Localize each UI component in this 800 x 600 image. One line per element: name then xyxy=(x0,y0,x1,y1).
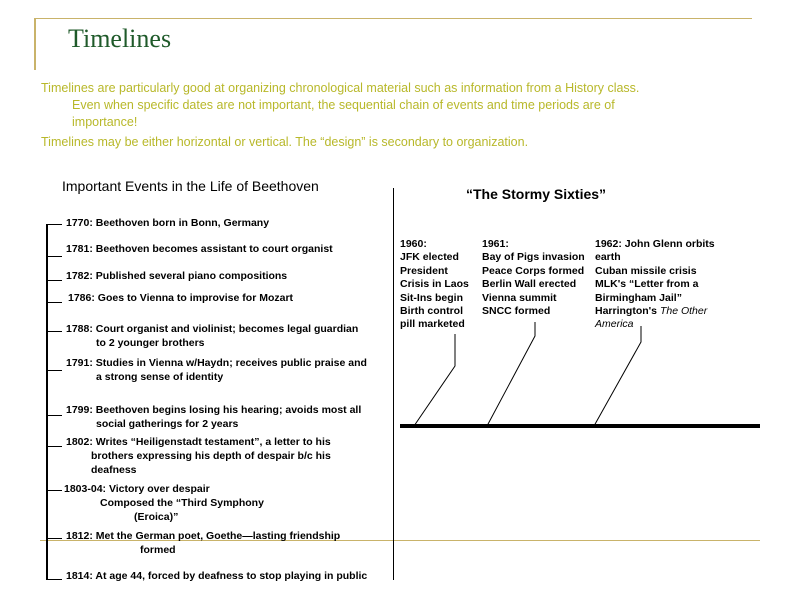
event-1781: 1781: Beethoven becomes assistant to court organist xyxy=(66,243,333,255)
event-1803-04: 1803-04: Victory over despair Composed the “Third Symphony (Eroica)” xyxy=(64,483,264,523)
event-1791: 1791: Studies in Vienna w/Haydn; receives public praise and a strong sense of identity xyxy=(66,357,367,383)
event-1814: 1814: At age 44, forced by deafness to stop playing in public xyxy=(66,570,368,582)
event-1799: 1799: Beethoven begins losing his hearing; avoids most all social gatherings for 2 years xyxy=(66,404,362,430)
connector-1962 xyxy=(594,326,641,426)
event-1786: 1786: Goes to Vienna to improvise for Mozart xyxy=(68,292,294,304)
intro-line-4: Timelines may be either horizontal or vertical. The “design” is secondary to organization. xyxy=(41,135,529,149)
sixties-1961-column: 1961: Bay of Pigs invasion Peace Corps formed Berlin Wall erected Vienna summit SNCC formed xyxy=(482,238,585,318)
intro-line-3: importance! xyxy=(72,115,138,129)
connector-1960 xyxy=(414,334,455,426)
intro-line-2: Even when specific dates are not important, the sequential chain of events and time periods are of xyxy=(72,98,615,112)
event-1782: 1782: Published several piano compositions xyxy=(66,270,288,282)
intro-line-1: Timelines are particularly good at organizing chronological material such as information from a History class. xyxy=(41,81,640,95)
sixties-1960-column: 1960: JFK elected President Crisis in Laos Sit-Ins begin Birth control pill marketed xyxy=(400,238,469,331)
slide-title: Timelines xyxy=(68,24,172,53)
event-1770: 1770: Beethoven born in Bonn, Germany xyxy=(66,217,270,229)
sixties-timeline-title: “The Stormy Sixties” xyxy=(466,186,607,202)
sixties-1962-column: 1962: John Glenn orbits earth Cuban missile crisis MLK's “Letter from a Birmingham Jail” Harrington's The Other America xyxy=(595,238,715,331)
connector-1961 xyxy=(487,322,535,426)
beethoven-timeline-title: Important Events in the Life of Beethoven xyxy=(62,178,319,194)
event-1788: 1788: Court organist and violinist; becomes legal guardian to 2 younger brothers xyxy=(66,323,359,349)
event-1812: 1812: Met the German poet, Goethe—lasting friendship formed xyxy=(66,530,341,556)
event-1802: 1802: Writes “Heiligenstadt testament”, a letter to his brothers expressing his depth of despair b/c his deafness xyxy=(66,436,331,476)
